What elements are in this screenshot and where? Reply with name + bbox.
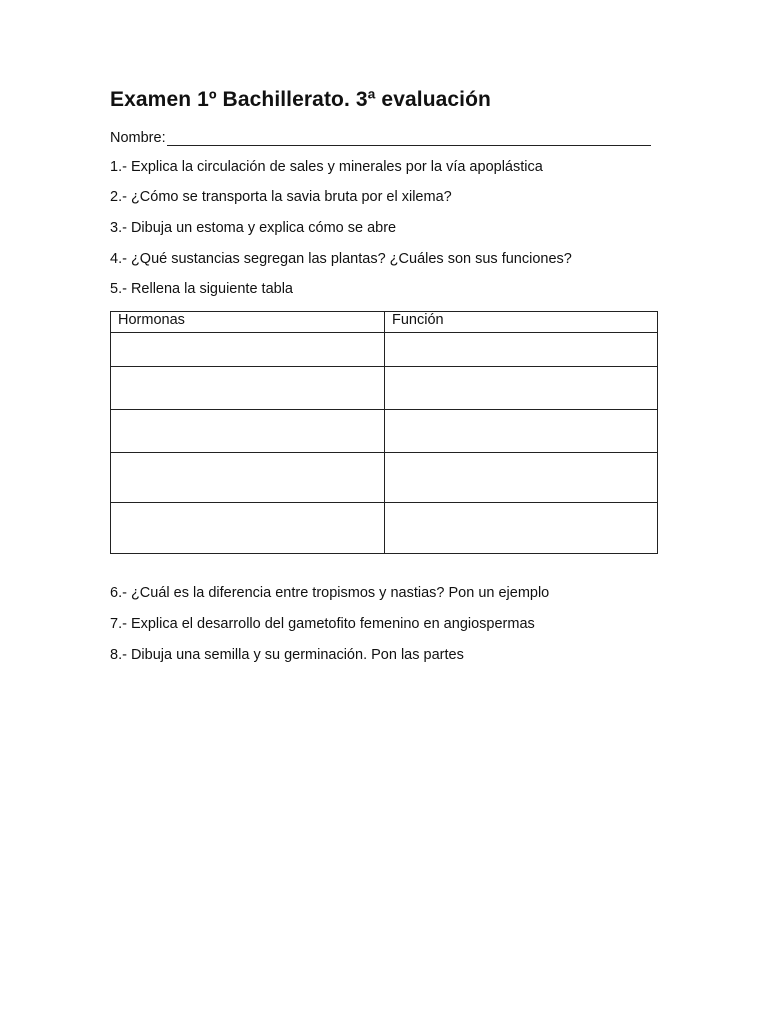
header-funcion: Función <box>385 312 658 333</box>
table-cell <box>385 333 658 367</box>
question-6: 6.- ¿Cuál es la diferencia entre tropismos y nastias? Pon un ejemplo <box>110 585 550 601</box>
header-hormonas: Hormonas <box>111 312 385 333</box>
table-cell <box>385 367 658 410</box>
table-row <box>111 367 658 410</box>
table-cell <box>385 453 658 503</box>
table-cell <box>111 367 385 410</box>
table-cell <box>385 503 658 554</box>
name-label: Nombre: <box>110 130 166 146</box>
table-cell <box>111 503 385 554</box>
table-cell <box>111 333 385 367</box>
page-title: Examen 1º Bachillerato. 3ª evaluación <box>110 88 491 111</box>
question-3: 3.- Dibuja un estoma y explica cómo se abre <box>110 220 397 236</box>
question-5: 5.- Rellena la siguiente tabla <box>110 281 293 297</box>
question-8: 8.- Dibuja una semilla y su germinación. Pon las partes <box>110 647 464 663</box>
table-row <box>111 410 658 453</box>
question-1: 1.- Explica la circulación de sales y minerales por la vía apoplástica <box>110 159 543 175</box>
name-blank-line <box>167 131 651 146</box>
question-7: 7.- Explica el desarrollo del gametofito femenino en angiospermas <box>110 616 535 632</box>
table-cell <box>385 410 658 453</box>
table-cell <box>111 410 385 453</box>
table-row <box>111 453 658 503</box>
table-row <box>111 503 658 554</box>
table-row <box>111 333 658 367</box>
hormones-table <box>110 311 658 554</box>
question-2: 2.- ¿Cómo se transporta la savia bruta por el xilema? <box>110 189 452 205</box>
table-header-row <box>111 312 658 333</box>
question-4: 4.- ¿Qué sustancias segregan las plantas? ¿Cuáles son sus funciones? <box>110 251 572 267</box>
name-row <box>110 130 651 146</box>
table-cell <box>111 453 385 503</box>
